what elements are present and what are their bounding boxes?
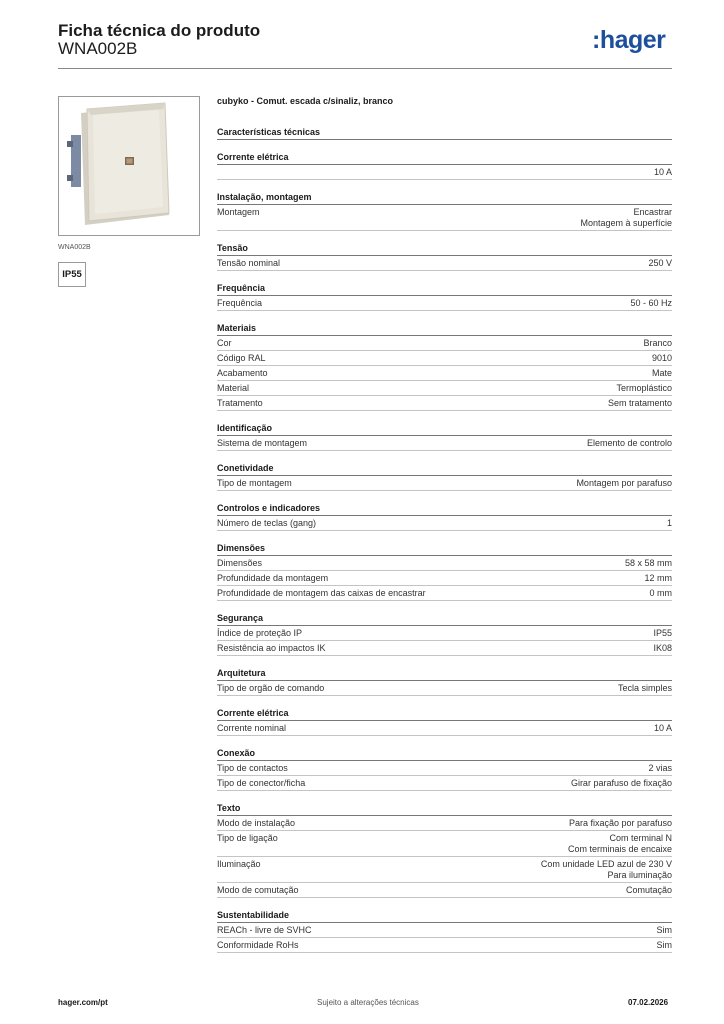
spec-value (648, 763, 672, 774)
spec-value-line: 2 vias (648, 762, 672, 773)
spec-label: Tipo de contactos (217, 762, 288, 773)
spec-label: Resistência ao impactos IK (217, 642, 326, 653)
spec-label: Iluminação (217, 858, 261, 869)
spec-row (217, 256, 672, 271)
header-divider (58, 68, 672, 69)
spec-row (217, 938, 672, 953)
technical-heading: Características técnicas (217, 125, 672, 140)
spec-row (217, 556, 672, 571)
spec-row (217, 641, 672, 656)
spec-row (217, 571, 672, 586)
spec-value-line: Encastrar (633, 206, 672, 217)
section-title: Dimensões (217, 541, 672, 556)
section-title: Identificação (217, 421, 672, 436)
spec-label: Profundidade da montagem (217, 572, 329, 583)
spec-label: Tratamento (217, 397, 263, 408)
spec-value-line: Sim (656, 924, 672, 935)
spec-value-line: 1 (666, 517, 672, 528)
spec-label: Tipo de ligação (217, 832, 278, 843)
hager-logo: :hager (592, 26, 666, 54)
spec-value-line: Termoplástico (616, 382, 672, 393)
spec-label: Tipo de orgão de comando (217, 682, 325, 693)
spec-value-line: Com terminal N (609, 832, 672, 843)
spec-value (650, 588, 673, 599)
spec-label: Cor (217, 337, 232, 348)
spec-value-line: Montagem por parafuso (576, 477, 672, 488)
spec-row (217, 721, 672, 736)
spec-value-line: Montagem à superfície (580, 217, 672, 228)
spec-value (630, 298, 672, 309)
product-description: cubyko - Comut. escada c/sinaliz, branco (217, 96, 394, 106)
spec-row (217, 883, 672, 898)
spec-row (217, 761, 672, 776)
ip-rating-badge: IP55 (58, 262, 86, 287)
spec-value-line: IK08 (653, 642, 672, 653)
spec-value-line: 12 mm (644, 572, 672, 583)
section-title: Materiais (217, 321, 672, 336)
spec-label: Montagem (217, 206, 260, 217)
spec-label: Corrente nominal (217, 722, 287, 733)
spec-value-line: Para fixação por parafuso (568, 817, 672, 828)
spec-value (625, 558, 672, 569)
spec-value (657, 940, 673, 951)
spec-value (653, 628, 672, 639)
spec-row (217, 165, 672, 180)
spec-value (541, 859, 672, 881)
product-image (58, 96, 200, 236)
spec-value-line: 10 A (653, 166, 672, 177)
spec-value-line: Com unidade LED azul de 230 V (540, 858, 672, 869)
spec-value-line: Branco (643, 337, 672, 348)
spec-row (217, 831, 672, 857)
spec-value (644, 573, 672, 584)
section-title: Texto (217, 801, 672, 816)
spec-label: Profundidade de montagem das caixas de encastrar (217, 587, 426, 598)
product-code: WNA002B (58, 39, 138, 58)
spec-label: Tipo de conector/ficha (217, 777, 306, 788)
spec-label: Conformidade RoHs (217, 939, 299, 950)
spec-label: Modo de comutação (217, 884, 299, 895)
spec-row (217, 816, 672, 831)
section-title: Controlos e indicadores (217, 501, 672, 516)
spec-row (217, 366, 672, 381)
spec-row (217, 476, 672, 491)
spec-value (576, 478, 672, 489)
spec-value (587, 438, 672, 449)
spec-row (217, 516, 672, 531)
spec-value (648, 258, 672, 269)
spec-row (217, 436, 672, 451)
spec-value (568, 833, 672, 855)
spec-label: Tensão nominal (217, 257, 281, 268)
spec-value-line: 9010 (651, 352, 672, 363)
spec-value-line: Girar parafuso de fixação (570, 777, 672, 788)
page-title: Ficha técnica do produto (58, 21, 261, 40)
spec-label: Material (217, 382, 250, 393)
spec-value-line: 50 - 60 Hz (630, 297, 672, 308)
spec-value (657, 925, 673, 936)
spec-value (654, 723, 672, 734)
spec-row (217, 776, 672, 791)
spec-value-line: 58 x 58 mm (624, 557, 672, 568)
logo-text: hager (599, 26, 666, 54)
spec-value-line: Tecla simples (617, 682, 672, 693)
spec-value-line: Elemento de controlo (586, 437, 672, 448)
spec-value (580, 207, 672, 229)
spec-label: Dimensões (217, 557, 263, 568)
switch-illustration (59, 97, 199, 235)
spec-label: Índice de proteção IP (217, 627, 303, 638)
section-title: Frequência (217, 281, 672, 296)
spec-row (217, 681, 672, 696)
spec-value-line: Sem tratamento (607, 397, 672, 408)
spec-row (217, 381, 672, 396)
spec-row (217, 396, 672, 411)
spec-value-line: Sim (656, 939, 672, 950)
spec-label: Sistema de montagem (217, 437, 308, 448)
spec-value (652, 353, 672, 364)
spec-value-line: Para iluminação (607, 869, 672, 880)
footer-website: hager.com/pt (58, 998, 108, 1007)
spec-label: Número de teclas (gang) (217, 517, 317, 528)
spec-row (217, 205, 672, 231)
spec-value (608, 398, 672, 409)
spec-value-line: 250 V (648, 257, 672, 268)
spec-label: Modo de instalação (217, 817, 296, 828)
spec-label: Código RAL (217, 352, 266, 363)
spec-row (217, 923, 672, 938)
spec-row (217, 857, 672, 883)
section-title: Conexão (217, 746, 672, 761)
spec-value (571, 778, 672, 789)
spec-value-line: Mate (651, 367, 672, 378)
spec-value (652, 368, 672, 379)
spec-value-line: 10 A (653, 722, 672, 733)
section-title: Sustentabilidade (217, 908, 672, 923)
spec-value-line: IP55 (653, 627, 672, 638)
image-caption: WNA002B (58, 244, 91, 251)
section-title: Corrente elétrica (217, 706, 672, 721)
spec-row (217, 296, 672, 311)
spec-row (217, 336, 672, 351)
spec-value (653, 643, 672, 654)
footer-note: Sujeito a alterações técnicas (317, 998, 419, 1007)
section-title: Tensão (217, 241, 672, 256)
section-title: Instalação, montagem (217, 190, 672, 205)
spec-value (667, 518, 672, 529)
spec-sections (217, 150, 672, 953)
spec-label: Tipo de montagem (217, 477, 292, 488)
spec-value-line: Com terminais de encaixe (567, 843, 672, 854)
spec-value (616, 383, 672, 394)
spec-label: Frequência (217, 297, 263, 308)
spec-value (618, 683, 672, 694)
spec-row (217, 626, 672, 641)
spec-value-line: 0 mm (649, 587, 672, 598)
spec-row (217, 351, 672, 366)
spec-value (643, 338, 672, 349)
spec-value-line: Comutação (625, 884, 672, 895)
spec-label: Acabamento (217, 367, 268, 378)
spec-row (217, 586, 672, 601)
section-title: Corrente elétrica (217, 150, 672, 165)
section-title: Segurança (217, 611, 672, 626)
section-title: Conetividade (217, 461, 672, 476)
spec-value (569, 818, 672, 829)
section-title: Arquitetura (217, 666, 672, 681)
footer-date: 07.02.2026 (628, 998, 669, 1007)
spec-value (654, 167, 672, 178)
spec-label: REACh - livre de SVHC (217, 924, 312, 935)
spec-value (626, 885, 672, 896)
spec-content (217, 94, 672, 953)
